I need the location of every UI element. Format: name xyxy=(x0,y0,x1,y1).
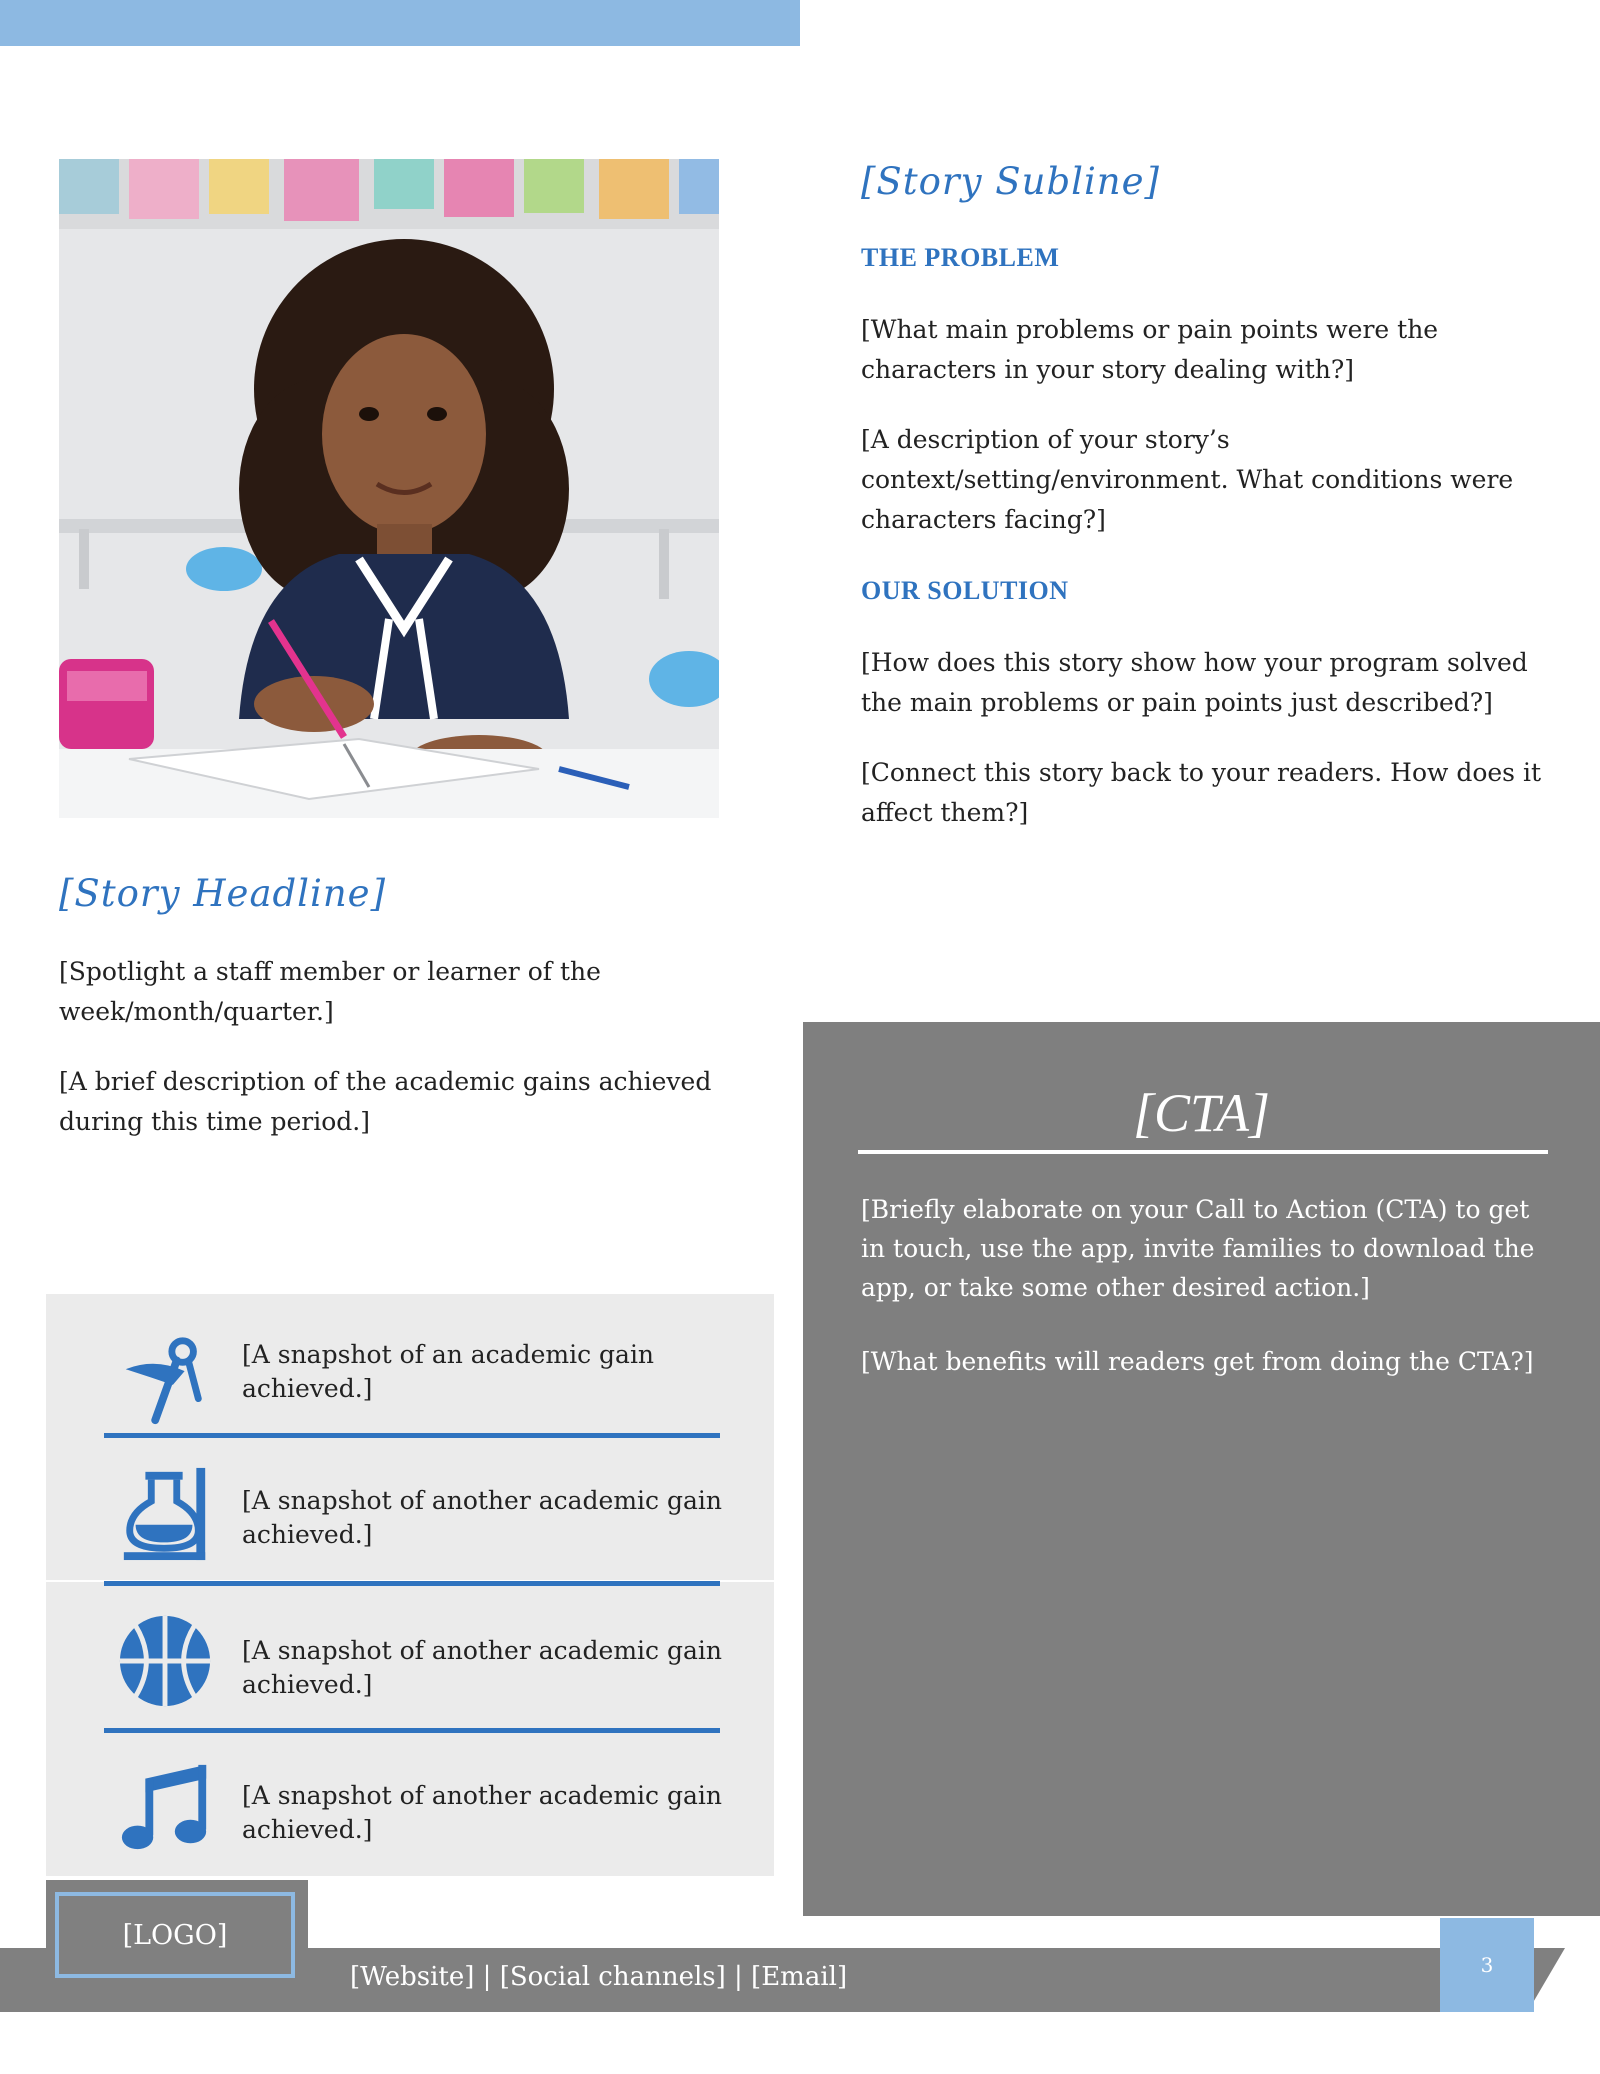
music-note-icon xyxy=(116,1759,214,1857)
problem-heading: THE PROBLEM xyxy=(861,243,1060,272)
compass-icon xyxy=(116,1330,214,1428)
gain-item xyxy=(46,1442,774,1590)
story-headline: [Story Headline] xyxy=(59,872,387,915)
footer-contact-links[interactable]: [Website] | [Social channels] | [Email] xyxy=(350,1962,848,1992)
gain-divider xyxy=(104,1433,720,1438)
gain-item xyxy=(46,1737,774,1885)
academic-gains-panel xyxy=(46,1294,774,1876)
flask-icon xyxy=(116,1464,214,1562)
solution-paragraph-2: [Connect this story back to your readers. How does it affect them?] xyxy=(861,758,1542,827)
gain-text: [A snapshot of an academic gain achieved.] xyxy=(242,1340,655,1403)
gains-description-paragraph: [A brief description of the academic gains achieved during this time period.] xyxy=(59,1067,712,1136)
gain-divider xyxy=(104,1728,720,1733)
cta-paragraph-1: [Briefly elaborate on your Call to Action (CTA) to get in touch, use the app, invite families to download the app, or take some other desired action.] xyxy=(861,1195,1535,1302)
problem-paragraph-2: [A description of your story’s context/setting/environment. What conditions were characters facing?] xyxy=(861,425,1514,534)
cta-divider xyxy=(858,1150,1548,1154)
gain-text: [A snapshot of another academic gain achieved.] xyxy=(242,1636,722,1699)
cta-title: [CTA] xyxy=(1132,1083,1271,1143)
cta-panel xyxy=(803,1022,1600,1916)
top-accent-bar xyxy=(0,0,800,46)
gain-item xyxy=(46,1294,774,1442)
solution-heading: OUR SOLUTION xyxy=(861,576,1069,605)
gain-item xyxy=(46,1590,774,1738)
cta-paragraph-2: [What benefits will readers get from doing the CTA?] xyxy=(861,1347,1534,1376)
student-photo xyxy=(59,159,719,818)
logo-placeholder: [LOGO] xyxy=(55,1892,295,1978)
solution-paragraph-1: [How does this story show how your program solved the main problems or pain points just described?] xyxy=(861,648,1528,717)
spotlight-paragraph: [Spotlight a staff member or learner of the week/month/quarter.] xyxy=(59,957,601,1026)
problem-paragraph-1: [What main problems or pain points were the characters in your story dealing with?] xyxy=(861,315,1439,384)
gain-text: [A snapshot of another academic gain achieved.] xyxy=(242,1486,722,1549)
story-subline: [Story Subline] xyxy=(861,160,1160,203)
page-number: 3 xyxy=(1440,1918,1534,2012)
gain-divider xyxy=(104,1581,720,1586)
basketball-icon xyxy=(116,1612,214,1710)
gain-text: [A snapshot of another academic gain achieved.] xyxy=(242,1781,722,1844)
